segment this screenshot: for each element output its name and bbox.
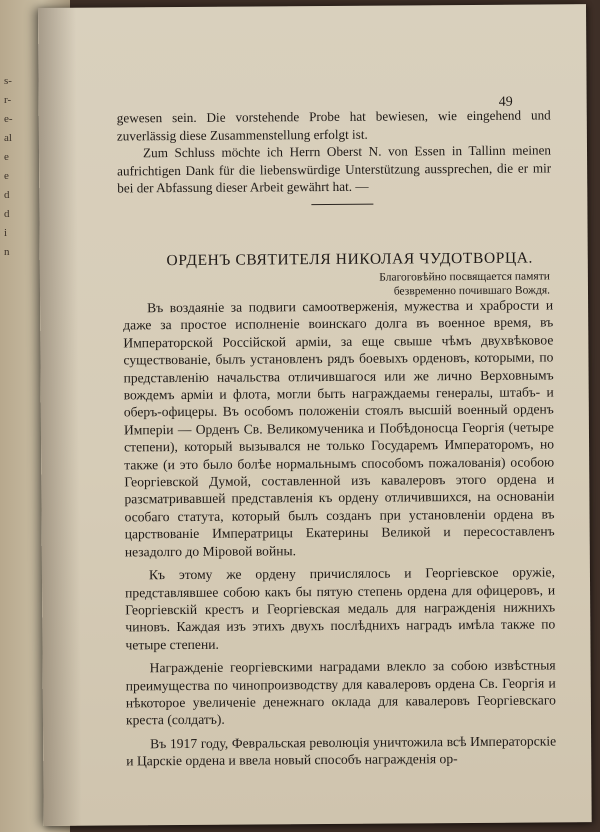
margin-fragment: r- [4,94,12,106]
margin-fragment: al [4,132,12,144]
dedication-line: безвременно почившаго Вождя. [393,284,551,298]
previous-page-text-fragments [4,72,16,262]
dedication-line: Благоговѣйно посвящается памяти [379,270,550,284]
margin-fragment: e [4,170,9,182]
margin-fragment: n [4,246,10,258]
body-paragraph: Въ 1917 году, Февральская революція уничтожила всѣ Императорскіе и Царскіе ордена и ввела новый способъ награжденія ор- [126,733,557,769]
body-paragraph: Награжденіе георгіевскими наградами влекло за собою извѣстныя преимущества по чинопроизводству для кавалеровъ ордена Св. Георгія и нѣкоторое увеличеніе денежнаго оклада для кавалеровъ Георгіевскаго креста (солдатъ). [125,657,556,728]
german-paragraph: Zum Schluss möchte ich Herrn Oberst N. von Essen in Tallinn meinen aufrichtigen Dank für die liebenswürdige Unterstützung aussprechen, die er mir bei der Abfassung dieser Arbeit gewährt hat. — [117,142,552,196]
dedication [340,269,550,298]
margin-fragment: d [4,208,10,220]
german-closing-text [117,106,552,197]
page-number: 49 [498,94,513,110]
article-title: ОРДЕНЪ СВЯТИТЕЛЯ НИКОЛАЯ ЧУДОТВОРЦА. [166,249,534,270]
german-paragraph: gewesen sein. Die vorstehende Probe hat bewiesen, wie eingehend und zuverlässig diese Zusammenstellung erfolgt ist. [116,107,551,143]
margin-fragment: d [4,189,10,201]
section-divider [311,204,373,205]
margin-fragment: s- [4,75,12,87]
body-paragraph: Въ воздаяніе за подвиги самоотверженія, мужества и храбрости и даже за простое исполненіе воинскаго долга въ военное время, въ Императорской Россійской арміи, за еще свыше чѣмъ двухвѣковое существованіе, былъ установленъ рядъ боевыхъ орденовъ, которыми, по представленію начальства отличившагося или же лично Верховнымъ вождемъ арміи и флота, могли быть награждаемы генералы, штабъ- и оберъ-офицеры. Въ особомъ положеніи стоялъ высшій военный орденъ Имперіи — Орденъ Св. Великомученика и Побѣдоносца Георгія (четыре степени), который вызывался не только Государемъ Императоромъ, но также (и это было болѣе нормальнымъ способомъ пожалованія) особою Георгіевской Думой, составленной изъ кавалеровъ этого ордена и разсматривавшей представленія къ ордену отличившихся, на основаніи особаго статута, который былъ созданъ при установленіи ордена въ царствованіе Императрицы Екатерины Великой и пересоставленъ незадолго до Мiровой войны. [123,297,555,560]
margin-fragment: i [4,227,8,239]
margin-fragment: e- [4,113,13,125]
document-page [38,4,592,826]
article-body [123,296,556,776]
gutter-shadow [38,8,82,826]
margin-fragment: e [4,151,9,163]
body-paragraph: Къ этому же ордену причислялось и Георгіевское оружіе, представлявшее собою какъ бы пятую степень ордена для офицеровъ, и Георгіевскій крестъ и Георгіевская медаль для награжденія нижнихъ чиновъ. Каждая изъ этихъ двухъ послѣднихъ наградъ имѣла также по четыре степени. [125,564,556,653]
